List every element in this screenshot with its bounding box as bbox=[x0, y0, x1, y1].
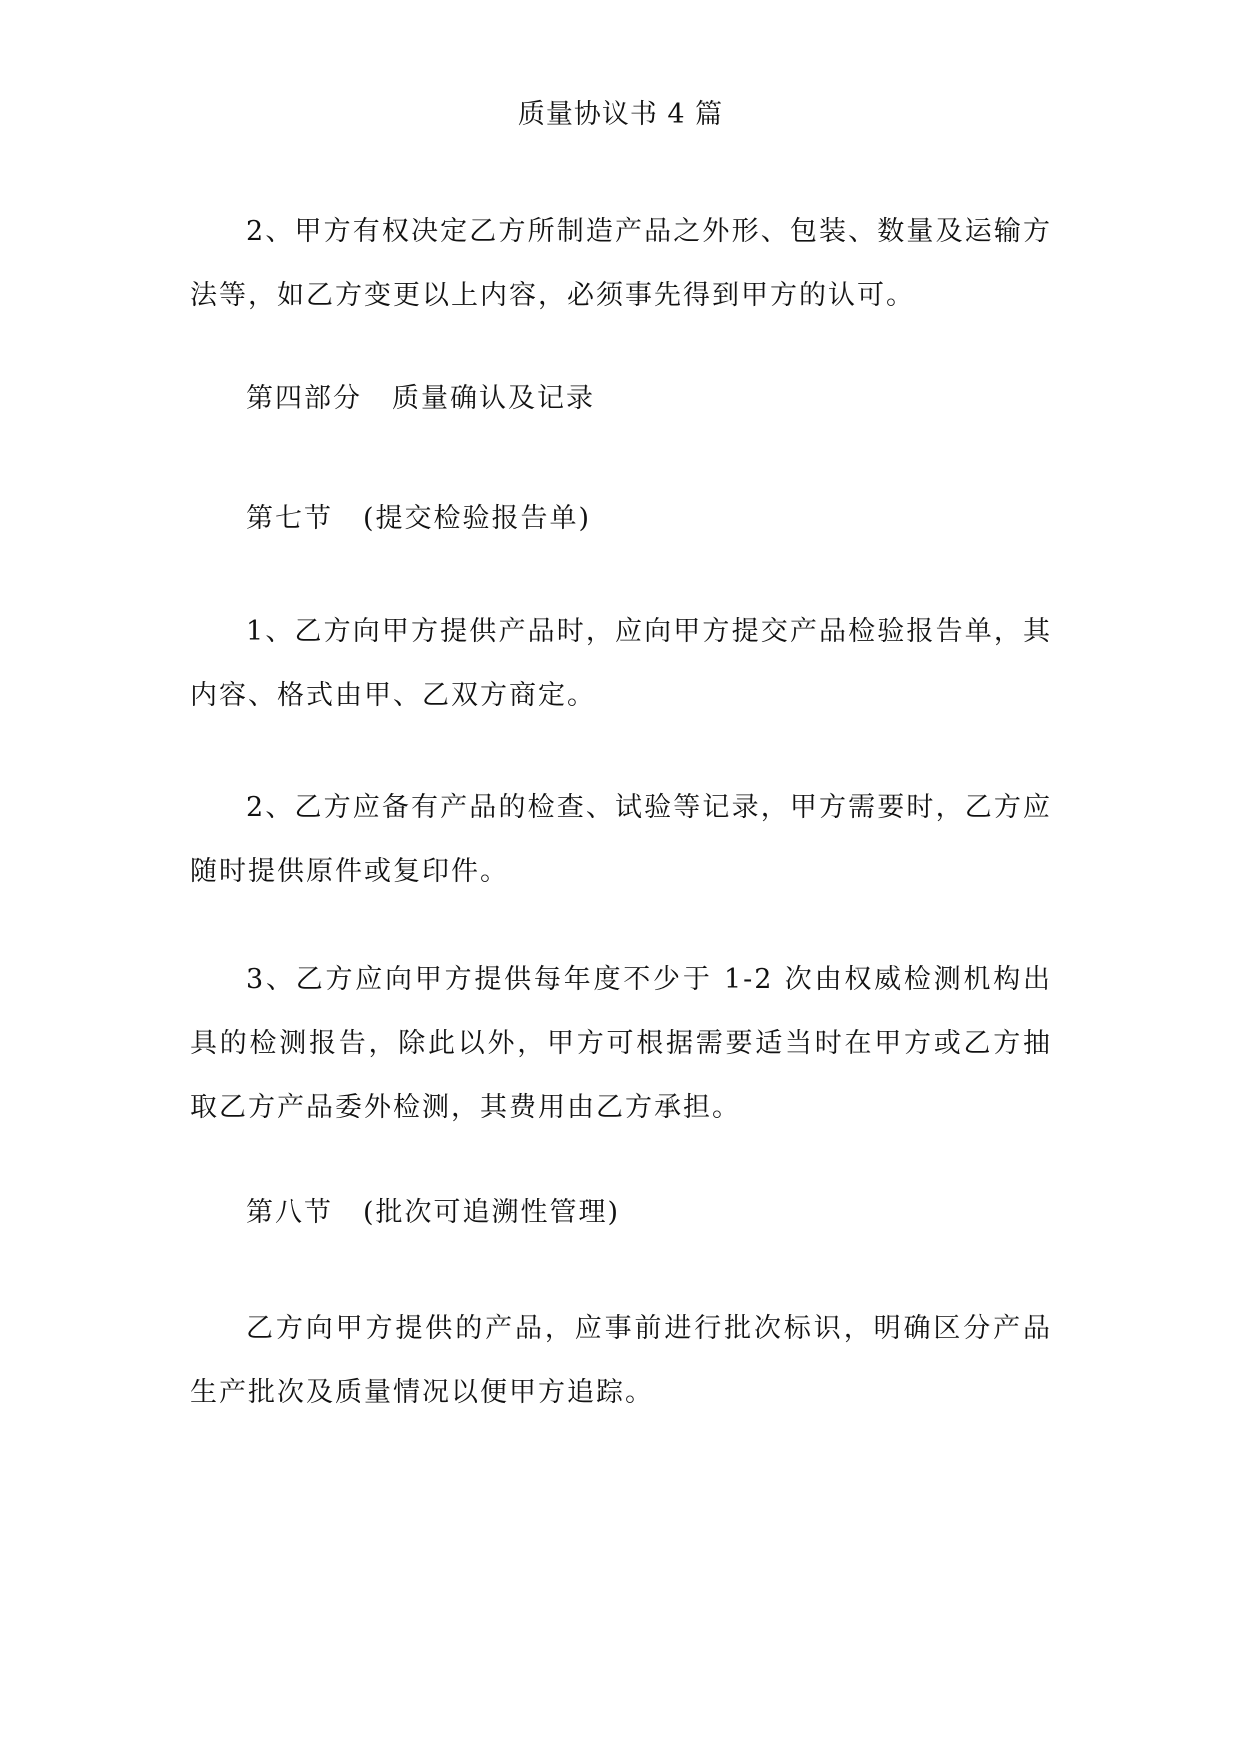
part-heading-title: 质量确认及记录 bbox=[392, 383, 595, 414]
section-heading-7 bbox=[246, 487, 591, 551]
paragraph-annual-testing: 3、乙方应向甲方提供每年度不少于 1-2 次由权威检测机构出具的检测报告，除此以外，甲方可根据需要适当时在甲方或乙方抽取乙方产品委外检测，其费用由乙方承担。 bbox=[190, 964, 1052, 1123]
paragraph-appearance-rights: 2、甲方有权决定乙方所制造产品之外形、包装、数量及运输方法等，如乙方变更以上内容，必须事先得到甲方的认可。 bbox=[190, 216, 1052, 311]
section-heading-8 bbox=[246, 1181, 620, 1245]
section-heading-8-label: 第八节 bbox=[246, 1197, 333, 1228]
part-heading bbox=[246, 367, 595, 431]
part-heading-label: 第四部分 bbox=[246, 383, 362, 414]
paragraph-batch-traceability: 乙方向甲方提供的产品，应事前进行批次标识，明确区分产品生产批次及质量情况以便甲方追踪。 bbox=[190, 1313, 1052, 1408]
section-heading-7-label: 第七节 bbox=[246, 503, 333, 534]
paragraph-inspection-report: 1、乙方向甲方提供产品时，应向甲方提交产品检验报告单，其内容、格式由甲、乙双方商定。 bbox=[190, 616, 1052, 711]
paragraph-test-records: 2、乙方应备有产品的检查、试验等记录，甲方需要时，乙方应随时提供原件或复印件。 bbox=[190, 792, 1052, 887]
section-heading-7-title: (提交检验报告单) bbox=[363, 503, 592, 534]
section-heading-8-title: (批次可追溯性管理) bbox=[363, 1197, 621, 1228]
document-title: 质量协议书 4 篇 bbox=[517, 99, 724, 130]
